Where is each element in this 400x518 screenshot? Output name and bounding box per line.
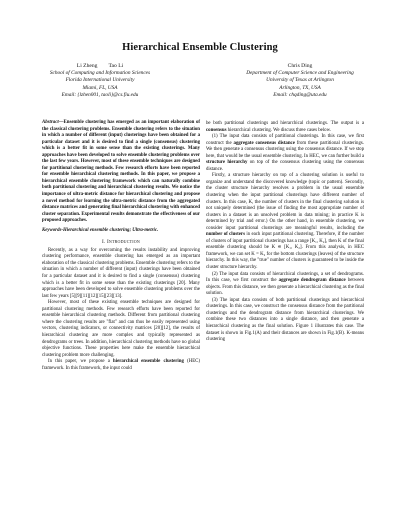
case-paragraph: (1) The input data consists of partitional clusterings. In this case, we first construct the aggregate consensus distance from these partitional clusterings. We then generate a consensus clustering using the consensus distance. If we stop here, that would be the usual ensemble clustering. In HEC, we can further build a structure hierarchy on top of the consensus clustering using the consensus distance.	[206, 134, 365, 172]
author-names: Chris Ding	[287, 63, 313, 69]
section-heading: I. Introduction	[102, 239, 140, 246]
case-paragraph: (3) The input data consists of both partitional clusterings and hierarchical clusterings. In this case, we construct the consensus distance from the partitional clusterings and the dendrogram distance from hierarchical clusterings. We combine these two distances into a single distance, and then generate a hierarchical clustering as the final solution. Figure 1 illustrates this case. The dataset is shown in Fig.1(A) and their distances are shown in Fig.1(B). K-means clustering	[206, 297, 364, 343]
case-paragraph: (2) The input data consists of hierarchical clusterings, a set of dendrograms. In this case, we first construct the aggregate dendrogram distance between objects. From this distance, we then generate a hierarchical clustering as the final solution.	[206, 271, 364, 297]
paper-title: Hierarchical Ensemble Clustering	[122, 42, 278, 53]
author-email: Email: chqding@uta.edu	[273, 91, 327, 98]
author-university: Florida International University	[65, 77, 135, 84]
author-institution: Department of Computer Science and Engineering	[246, 70, 354, 77]
author-block-right	[200, 63, 400, 99]
case-paragraph: Firstly, a structure hierarchy on top of a clustering solution is useful to organize and understand the discovered knowledge (topic or pattern). Secondly, the cluster structure hierarchy resolves a problem in the usual ensemble clustering when the input partitional clusterings have different number of clusters. In this case, K, the number of clusters in the final clustering solution is not uniquely determined (the issue of finding the most appropriate number of clusters in a dataset is an unsolved problem in data mining; in practice K is determined by trial and error.) On the other hand, in ensemble clustering, we consider input partitional clusterings are meaningful results, including the number of clusters in each input partitional clustering. Therefore, if the number of clusters of input partitional clusterings has a range [K₁, K₂], then K of the final ensemble clustering should be K ∈ [K₁, K₂]. From this analysis, in HEC framework, we can set K = K₂ for the bottom clusterings (leaves) of the structure hierarchy. In this way, the "true" number of clusters is guaranteed to be inside the cluster structure hierarchy.	[206, 173, 364, 271]
abstract-label: Abstract	[42, 120, 59, 125]
author-names: Li Zheng Tao Li	[76, 63, 124, 69]
body-paragraph: be both partitional clusterings and hierarchical clusterings. The output is a consensus hierarchical clustering. We discuss three cases below.	[206, 121, 364, 133]
intro-paragraph: Recently, as a way for overcoming the results instability and improving clustering performance, ensemble clustering has emerged as an important elaboration of the classical clustering problems. Ensemble clustering refers to the situation in which a number of different (input) clusterings have been obtained for a particular dataset and it is desired to find a single (consensus) clustering which is a better fit in some sense than the existing clusterings [20]. Many approaches have been developed to solve ensemble clustering problems over the last few years [5][9][11][12][15][23][13].	[42, 247, 200, 299]
author-institution: School of Computing and Information Sciences	[49, 70, 151, 77]
intro-paragraph: In this paper, we propose a hierarchical ensemble clustering (HEC) framework. In this framework, the input could	[42, 359, 201, 371]
author-email: Email: {lzhen001, taoli}@cs.fiu.edu	[61, 91, 139, 98]
right-column	[206, 121, 364, 344]
left-column	[42, 120, 200, 372]
author-university: University of Texas at Arlington	[266, 77, 334, 84]
author-city: Miami, FL, USA	[82, 84, 118, 91]
intro-paragraph: However, most of these existing ensemble techniques are designed for partitional clustering methods. Few research efforts have been reported for ensemble hierarchical clustering methods. Different from partitional clustering where the clustering results are "flat" and can thus be easily represented using vectors, clustering indicators, or connectivity matrices [20][12], the results of hierarchical clustering are more complex and typically represented as dendrograms or trees. In addition, hierarchical clustering methods have no global objective functions. These properties here make the ensemble hierarchical clustering problem more challenging.	[42, 300, 200, 358]
abstract-text: —Ensemble clustering has emerged as an important elaboration of the classical clustering problems. Ensemble clustering refers to the situation in which a number of different (input) clusterings have been obtained for a particular dataset and it is desired to find a single (consensus) clustering which is a better fit in some sense than the existing clusterings. Many approaches have been developed to solve ensemble clustering problems over the last few years. However, most of these ensemble techniques are designed for partitional clustering methods. Few research efforts have been reported for ensemble hierarchical clustering methods. In this paper, we propose a hierarchical ensemble clustering framework which can naturally combine both partitional clustering and hierarchical clustering results. We notice the importance of ultra-metric distance for hierarchical clustering and propose a novel method for learning the ultra-metric distance from the aggregated distance matrices and generating final hierarchical clustering with enhanced cluster separation. Experimental results demonstrate the effectiveness of our proposed approaches.	[42, 120, 200, 224]
abstract	[42, 120, 200, 225]
keywords: Keywords-Hierarchical ensemble clustering; Ultra-metric.	[42, 227, 159, 233]
author-city: Arlington, TX, USA	[279, 84, 321, 91]
author-block-left	[0, 63, 200, 99]
